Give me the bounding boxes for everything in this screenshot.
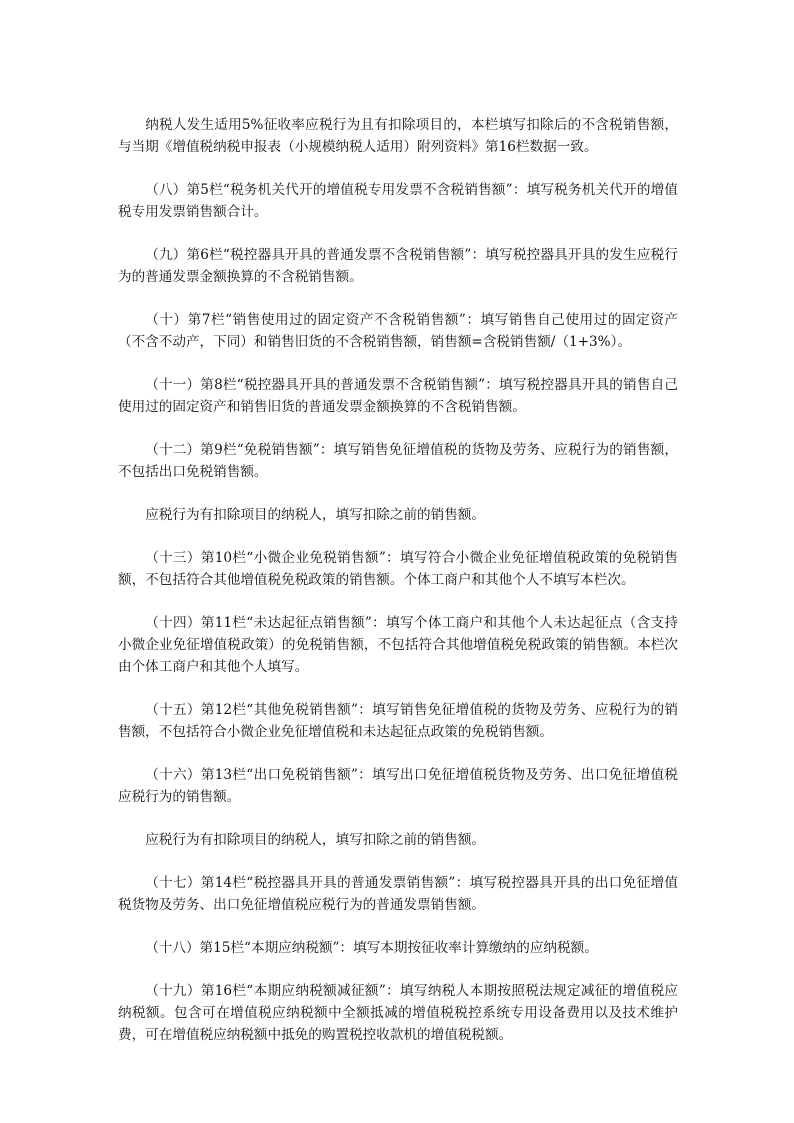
paragraph-item-8: （八）第5栏“税务机关代开的增值税专用发票不含税销售额”：填写税务机关代开的增值税专用发票销售额合计。 — [118, 182, 678, 220]
paragraph-item-11: （十一）第8栏“税控器具开具的普通发票不含税销售额”：填写税控器具开具的销售自己使用过的固定资产和销售旧货的普通发票金额换算的不含税销售额。 — [118, 377, 678, 415]
paragraph-item-19: （十九）第16栏“本期应纳税额减征额”：填写纳税人本期按照税法规定减征的增值税应纳税额。包含可在增值税应纳税额中全额抵减的增值税税控系统专用设备费用以及技术维护费，可在增值税应纳税额中抵免的购置税控收款机的增值税税额。 — [118, 983, 678, 1043]
paragraph-item-14: （十四）第11栏“未达起征点销售额”：填写个体工商户和其他个人未达起征点（含支持小微企业免征增值税政策）的免税销售额，不包括符合其他增值税免税政策的销售额。本栏次由个体工商户和其他个人填写。 — [118, 615, 678, 675]
paragraph-item-17: （十七）第14栏“税控器具开具的普通发票销售额”：填写税控器具开具的出口免征增值税货物及劳务、出口免征增值税应税行为的普通发票销售额。 — [118, 875, 678, 913]
paragraph-item-18: （十八）第15栏“本期应纳税额”：填写本期按征收率计算缴纳的应纳税额。 — [145, 940, 598, 956]
paragraph-item-15: （十五）第12栏“其他免税销售额”：填写销售免征增值税的货物及劳务、应税行为的销售额，不包括符合小微企业免征增值税和未达起征点政策的免税销售额。 — [118, 702, 678, 740]
paragraph-deduction-note-2: 应税行为有扣除项目的纳税人，填写扣除之前的销售额。 — [145, 832, 486, 848]
paragraph-item-9: （九）第6栏“税控器具开具的普通发票不含税销售额”：填写税控器具开具的发生应税行为的普通发票金额换算的不含税销售额。 — [118, 247, 678, 285]
paragraph-item-12: （十二）第9栏“免税销售额”：填写销售免征增值税的货物及劳务、应税行为的销售额，不包括出口免税销售额。 — [118, 442, 678, 480]
paragraph-col16-note: 纳税人发生适用5%征收率应税行为且有扣除项目的，本栏填写扣除后的不含税销售额，与当期《增值税纳税申报表（小规模纳税人适用）附列资料》第16栏数据一致。 — [118, 117, 678, 155]
paragraph-item-10: （十）第7栏“销售使用过的固定资产不含税销售额”：填写销售自己使用过的固定资产（不含不动产，下同）和销售旧货的不含税销售额，销售额=含税销售额/（1+3%）。 — [118, 312, 678, 350]
document-body — [118, 114, 678, 1067]
paragraph-item-16: （十六）第13栏“出口免税销售额”：填写出口免征增值税货物及劳务、出口免征增值税应税行为的销售额。 — [118, 767, 678, 805]
paragraph-item-13: （十三）第10栏“小微企业免税销售额”：填写符合小微企业免征增值税政策的免税销售额，不包括符合其他增值税免税政策的销售额。个体工商户和其他个人不填写本栏次。 — [118, 550, 678, 588]
paragraph-deduction-note-1: 应税行为有扣除项目的纳税人，填写扣除之前的销售额。 — [145, 507, 486, 523]
